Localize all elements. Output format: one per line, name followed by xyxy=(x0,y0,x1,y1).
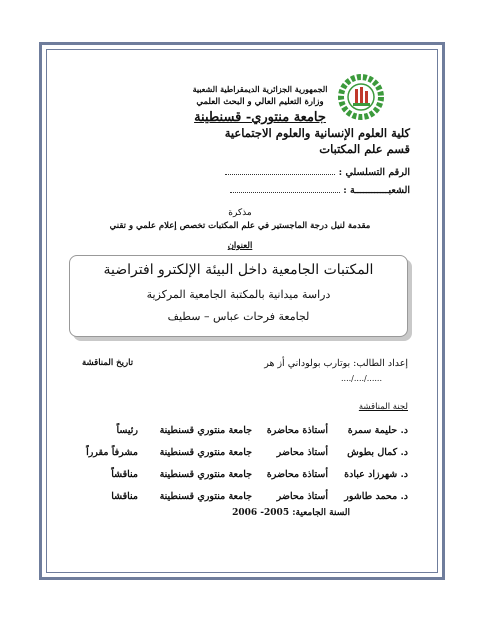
member-rank: أستاذة محاضرة xyxy=(266,469,328,480)
committee-row xyxy=(68,425,408,439)
thesis-title-sub2: لجامعة فرحات عباس – سطيف xyxy=(167,310,310,323)
member-role: رئيساً xyxy=(116,425,138,436)
title-box xyxy=(69,255,408,337)
member-role: مناقشاً xyxy=(111,469,138,480)
thesis-title-sub1: دراسة ميدانية بالمكتبة الجامعية المركزية xyxy=(146,288,331,301)
committee-label: لجنة المناقشة xyxy=(358,402,408,412)
defense-date-label: تاريخ المناقشة xyxy=(82,358,134,368)
academic-year: السنة الجامعية: 2005- 2006 xyxy=(232,508,350,518)
ministry-line: وزارة التعليم العالي و البحث العلمي xyxy=(196,97,324,107)
member-rank: أستاذ محاضر xyxy=(276,491,328,502)
serial-number-dots xyxy=(225,166,335,175)
memo-label: مذكرة xyxy=(228,208,252,218)
student-name: إعداد الطالب: بوتارب بولوداني أز هر xyxy=(264,358,408,369)
department-line: قسم علم المكتبات xyxy=(319,142,410,156)
committee-row xyxy=(68,447,408,461)
serial-number-field xyxy=(221,166,410,178)
member-role: مشرفاً مقرراً xyxy=(86,447,138,458)
committee-row xyxy=(68,491,408,505)
date-placeholder: ..../..../...... xyxy=(341,374,382,383)
branch-dots xyxy=(230,184,340,193)
thesis-title-main: المكتبات الجامعية داخل البيئة الإلكترو افتراضية xyxy=(103,262,374,278)
republic-line: الجمهورية الجزائرية الديمقراطية الشعبية xyxy=(192,84,328,94)
branch-field xyxy=(226,184,410,196)
member-university: جامعة منتوري قسنطينة xyxy=(159,469,252,480)
member-university: جامعة منتوري قسنطينة xyxy=(159,447,252,458)
faculty-line: كلية العلوم الإنسانية والعلوم الاجتماعية xyxy=(224,126,410,140)
title-label: العنوان xyxy=(227,241,253,251)
member-role: مناقشا xyxy=(111,491,138,502)
member-name: د. حليمة سمرة xyxy=(347,425,408,436)
branch-label: الشعبــــــــــــة : xyxy=(343,185,410,196)
member-name: د. محمد طاشور xyxy=(344,491,408,502)
committee-row xyxy=(68,469,408,483)
member-university: جامعة منتوري قسنطينة xyxy=(159,491,252,502)
member-name: د. شهرزاد عبادة xyxy=(344,469,408,480)
member-rank: أستاذ محاضر xyxy=(276,447,328,458)
university-line: جامعة منتوري- قسنطينة xyxy=(194,110,326,125)
member-name: د. كمال بطوش xyxy=(347,447,408,458)
member-university: جامعة منتوري قسنطينة xyxy=(159,425,252,436)
thesis-purpose: مقدمة لنيل درجة الماجستير في علم المكتبات تخصص إعلام علمي و تقني xyxy=(109,221,371,231)
member-rank: أستاذة محاضرة xyxy=(266,425,328,436)
serial-number-label: الرقم التسلسلي : xyxy=(338,167,410,178)
